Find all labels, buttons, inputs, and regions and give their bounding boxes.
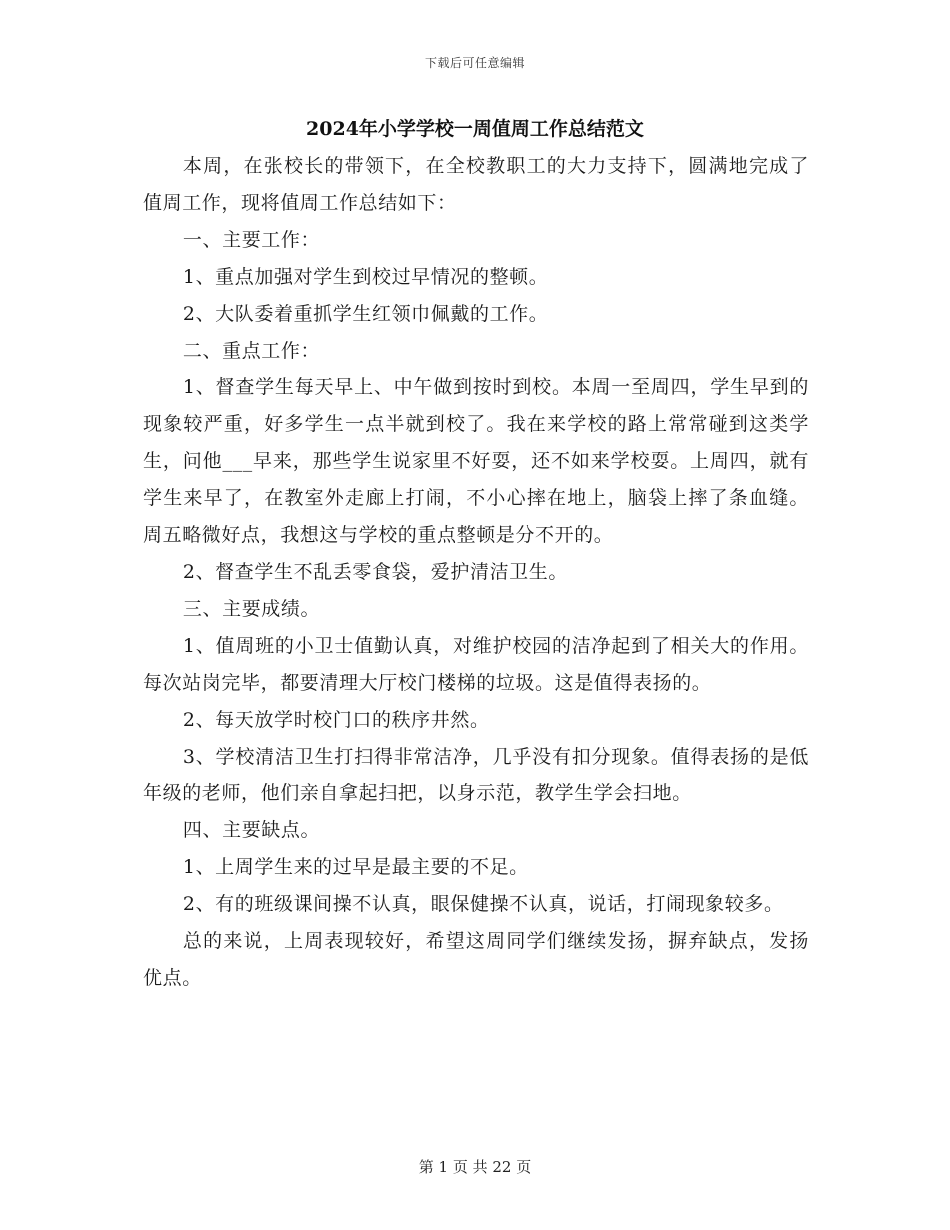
section-heading-1: 一、主要工作： [182,228,321,251]
paragraph-conclusion: 总的来说，上周表现较好，希望这周同学们继续发扬，摒弃缺点，发扬优点。 [143,930,809,989]
paragraph: 2、大队委着重抓学生红领巾佩戴的工作。 [182,302,549,325]
paragraph: 1、督查学生每天早上、中午做到按时到校。本周一至周四，学生早到的现象较严重，好多学生一点半就到校了。我在来学校的路上常常碰到这类学生，问他___早来，那些学生说家里不好耍，还不如来学校耍。上周四，就有学生来早了，在教室外走廊上打闹，不小心摔在地上，脑袋上摔了条血缝。周五略微好点，我想这与学校的重点整顿是分不开的。 [143,376,809,547]
paragraph: 2、有的班级课间操不认真，眼保健操不认真，说话，打闹现象较多。 [182,893,784,916]
paragraph: 2、每天放学时校门口的秩序井然。 [182,708,490,731]
section-heading-3: 三、主要成绩。 [182,597,321,620]
paragraph: 1、重点加强对学生到校过早情况的整顿。 [182,265,549,288]
section-heading-2: 二、重点工作： [182,339,321,362]
section-heading-4: 四、主要缺点。 [182,819,321,842]
paragraph: 2、督查学生不乱丢零食袋，爱护清洁卫生。 [182,560,568,583]
header-note: 下载后可任意编辑 [424,56,525,70]
paragraph: 1、值周班的小卫士值勤认真，对维护校园的洁净起到了相关大的作用。每次站岗完毕，都要清理大厅校门楼梯的垃圾。这是值得表扬的。 [143,634,809,694]
paragraph: 3、学校清洁卫生打扫得非常洁净，几乎没有扣分现象。值得表扬的是低年级的老师，他们亲自拿起扫把，以身示范，教学生学会扫地。 [143,745,809,805]
paragraph-intro: 本周，在张校长的带领下，在全校教职工的大力支持下，圆满地完成了值周工作，现将值周工作总结如下： [143,155,809,214]
page-footer: 第 1 页 共 22 页 [418,1158,532,1176]
document-body [143,148,809,997]
document-title: 2024年小学学校一周值周工作总结范文 [306,118,644,140]
paragraph: 1、上周学生来的过早是最主要的不足。 [182,856,529,879]
